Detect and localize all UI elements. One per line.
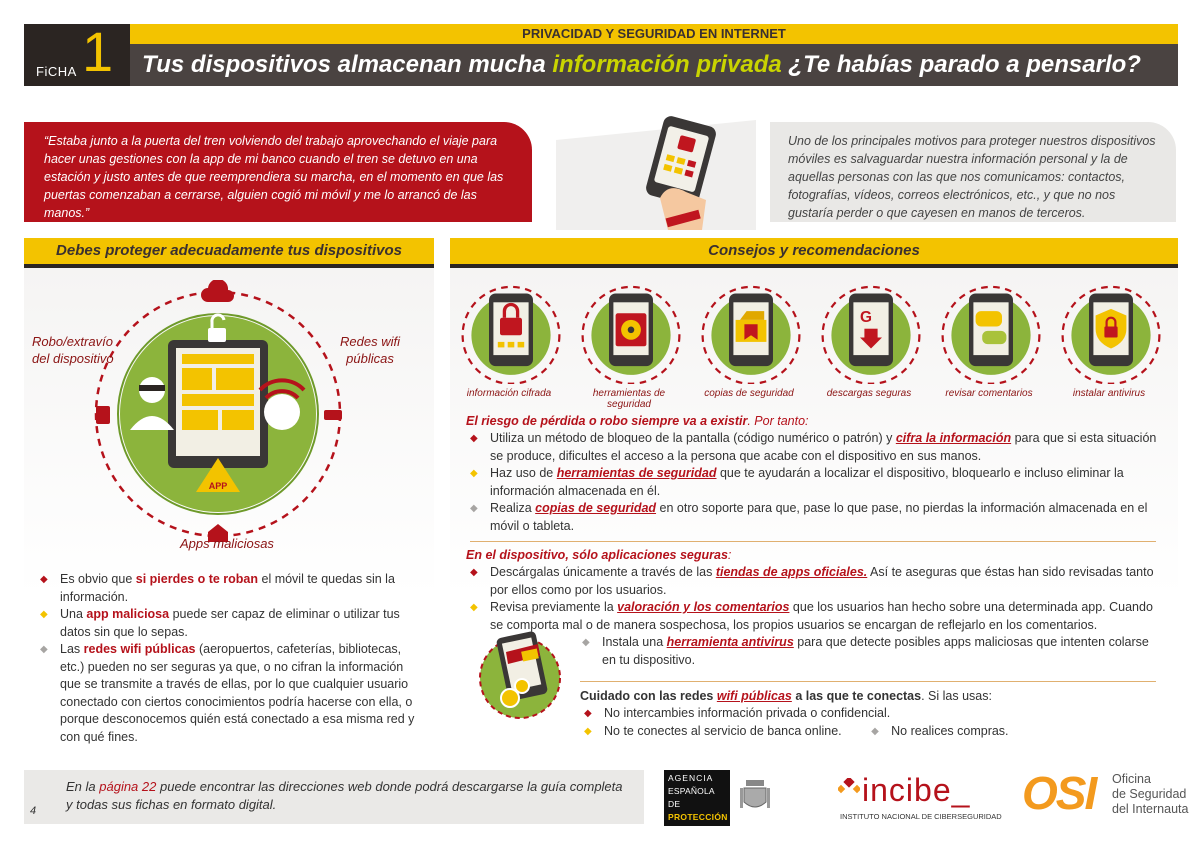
ficha-label: FiCHA (36, 64, 77, 79)
tip-label: copias de seguridad (704, 388, 794, 399)
group-apps (466, 548, 1166, 669)
tip-2 (576, 280, 686, 389)
wallet-phone-illustration (476, 626, 564, 724)
osi-name: Oficina de Seguridad del Internauta (1112, 772, 1189, 816)
incibe-subtitle: INSTITUTO NACIONAL DE CIBERSEGURIDAD (840, 812, 1002, 821)
list-item: ◆ Las redes wifi públicas (aeropuertos, cafeterías, bibliotecas, etc.) pueden no ser seguras ya que, o no cifran la información que se transmite a través de ellas, por lo que cualquier usuario conectado con ciertos conocimientos podría hacerse con ella, o porque desconocemos quién está conectado a esa misma red y con qué fines. (36, 641, 416, 746)
quote-text: “Estaba junto a la puerta del tren volviendo del trabajo aprovechando el viaje para hacer unas gestiones con la app de mi banco cuando el tren se detuvo en una estación y justo antes de que reemprendiera su marcha, en el momento en que las puertas comenzaban a cerrarse, alguien cogió mi móvil y me lo arrancó de las manos.” (44, 134, 504, 220)
shield-icon (1056, 280, 1166, 384)
label-robo: Robo/extravío del dispositivo (32, 334, 114, 366)
group-heading: El riesgo de pérdida o robo siempre va a existir. Por tanto: (466, 414, 809, 428)
list-item: ◆ No te conectes al servicio de banca online. (580, 723, 842, 741)
divider (580, 681, 1156, 682)
phone-in-hand-illustration (556, 110, 756, 230)
link-herramientas[interactable]: herramientas de seguridad (556, 466, 717, 480)
footer-text: En la página 22 puede encontrar las direcciones web donde podrá descargarse la guía completa y todas sus fichas en formato digital. (66, 779, 623, 812)
link-valoracion[interactable]: valoración y los comentarios (617, 600, 790, 614)
list-item: ◆ Es obvio que si pierdes o te roban el móvil te quedas sin la información. (36, 571, 416, 606)
page-number: 4 (30, 805, 37, 817)
tip-label: descargas seguras (826, 388, 912, 399)
svg-text:G: G (860, 309, 872, 327)
group-heading: Cuidado con las redes wifi públicas a las que te conectas. Si las usas: (580, 689, 992, 703)
coat-of-arms-icon (740, 778, 770, 814)
right-heading: Consejos y recomendaciones (450, 238, 1178, 264)
section-title: PRIVACIDAD Y SEGURIDAD EN INTERNET (522, 26, 786, 41)
group-heading: En el dispositivo, sólo aplicaciones seguras: (466, 548, 732, 562)
incibe-logo: incibe_ (862, 772, 971, 808)
tip-label: herramientas de seguridad (592, 388, 666, 410)
incibe-mark-icon (838, 778, 860, 800)
tip-5 (936, 280, 1046, 389)
safe-icon (576, 280, 686, 384)
list-item: ◆ No intercambies información privada o confidencial. (580, 705, 1170, 723)
app-badge: APP (208, 481, 228, 491)
list-item: ◆ Realiza copias de seguridad en otro soporte para que, pase lo que pase, no pierdas la información almacenada en el móvil o tableta. (466, 500, 1166, 535)
threats-list (36, 571, 416, 746)
list-item: ◆ Utiliza un método de bloqueo de la pantalla (código numérico o patrón) y cifra la información para que si esta situación se produce, dificultes el acceso a la persona que acabe con el dispositivo en sus manos. (466, 430, 1166, 465)
label-apps: Apps maliciosas (180, 536, 274, 551)
title-highlight: información privada (552, 51, 782, 78)
threats-diagram (84, 280, 352, 548)
list-item: ◆ Instala una herramienta antivirus para que detecte posibles apps maliciosas que intenten colarse en tu dispositivo. (578, 634, 1158, 669)
backup-icon (696, 280, 806, 384)
ficha-number: 1 (82, 20, 114, 83)
motive-text: Uno de los principales motivos para proteger nuestros dispositivos móviles es salvaguardar nuestra información personal y la de aquellas personas con las que nos comunicamos: contactos, fotografías, vídeos, correos electrónicos, etc., y que no nos gustaría perder o que cayesen en manos de terceros. (788, 134, 1156, 220)
tip-label: información cifrada (466, 388, 552, 399)
link-cifra[interactable]: cifra la información (895, 431, 1012, 445)
list-item: ◆ No realices compras. (867, 723, 1008, 741)
quote-box (24, 122, 532, 222)
lock-icon (456, 280, 566, 384)
divider (470, 541, 1156, 542)
list-item: ◆ Una app maliciosa puede ser capaz de eliminar o utilizar tus datos sin que lo sepas. (36, 606, 416, 641)
list-item: ◆ Haz uso de herramientas de seguridad que te ayudarán a localizar el dispositivo, bloquearlo e incluso eliminar la información almacenada en él. (466, 465, 1166, 500)
link-antivirus[interactable]: herramienta antivirus (666, 635, 794, 649)
tip-label: instalar antivirus (1072, 388, 1146, 399)
tip-3 (696, 280, 806, 389)
osi-logo: OSI (1022, 767, 1096, 819)
list-item: ◆ Descárgalas únicamente a través de las tiendas de apps oficiales. Así te aseguras que éstas han sido revisadas tanto por ellos como por los usuarios. (466, 564, 1166, 599)
title-bar (130, 44, 1178, 86)
section-bar (130, 24, 1178, 44)
link-tiendas[interactable]: tiendas de apps oficiales. (715, 565, 868, 579)
left-heading: Debes proteger adecuadamente tus dispositivos (24, 238, 434, 264)
tip-6 (1056, 280, 1166, 389)
tip-1 (456, 280, 566, 389)
motive-box (770, 122, 1176, 222)
download-icon (816, 280, 926, 384)
page-title: Tus dispositivos almacenan mucha información privada ¿Te habías parado a pensarlo? (142, 51, 1141, 78)
link-wifi[interactable]: wifi públicas (716, 689, 792, 703)
link-copias[interactable]: copias de seguridad (535, 501, 657, 515)
group-wifi (580, 689, 1170, 740)
list-item: ◆ Revisa previamente la valoración y los comentarios que los usuarios han hecho sobre una determinada app. Cuando se comporta mal o de manera sospechosa, los propios usuarios se encargan de reflejarlo en los comentarios. (466, 599, 1166, 634)
tip-label: revisar comentarios (945, 388, 1033, 399)
aepd-logo: AGENCIA ESPAÑOLA DE PROTECCIÓN DATOS (664, 770, 730, 826)
tip-4 (816, 280, 926, 389)
page-link[interactable]: página 22 (99, 779, 157, 794)
comments-icon (936, 280, 1046, 384)
label-wifi: Redes wifi públicas (340, 334, 400, 366)
group-loss (466, 414, 1166, 535)
